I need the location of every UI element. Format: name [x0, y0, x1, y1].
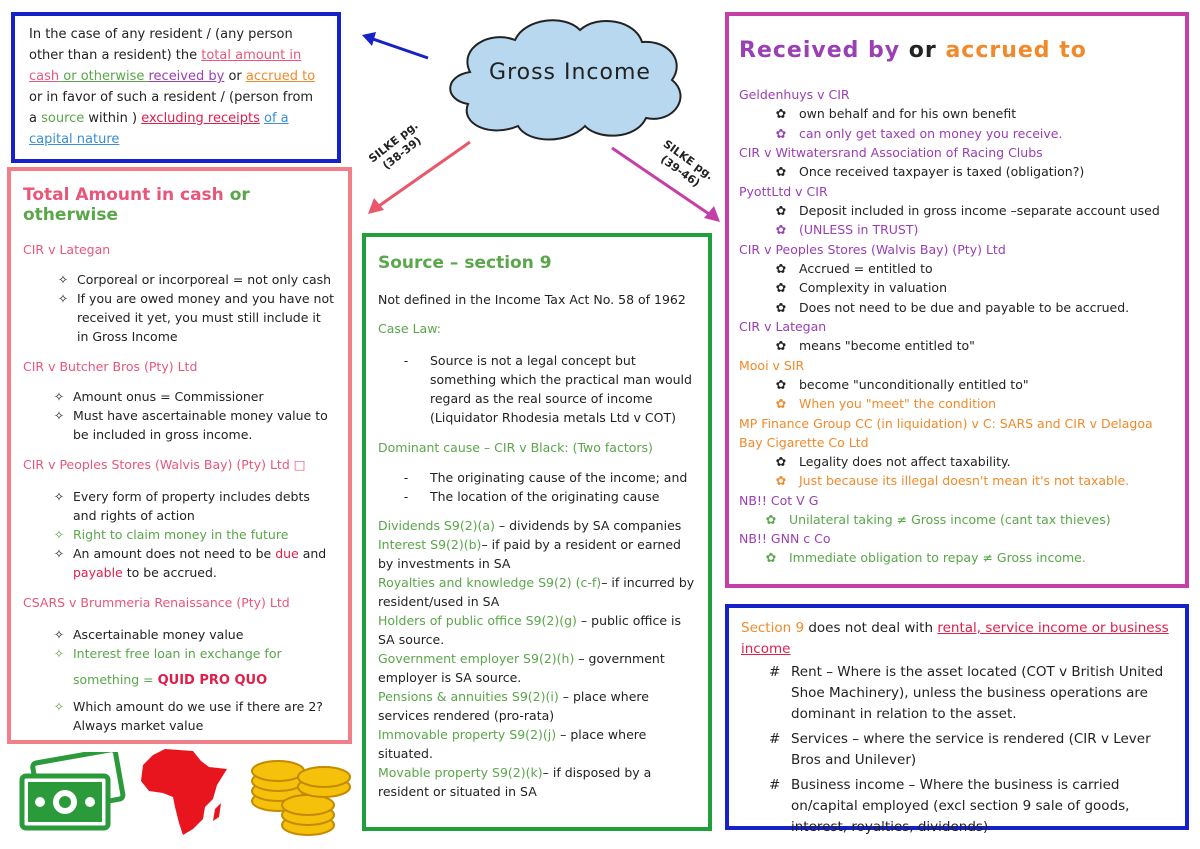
source-row-category: Dividends S9(2)(a): [378, 518, 495, 533]
source-row-category: Interest S9(2)(b): [378, 537, 482, 552]
list-item-text: Does not need to be due and payable to be accrued.: [799, 299, 1130, 315]
list-item: ✧ Must have ascertainable money value to be included in gross income.: [53, 408, 328, 442]
total-title: Total Amount in cash or otherwise: [23, 185, 250, 225]
case-lategan: CIR v Lategan: [23, 242, 111, 257]
intro-received: received by: [148, 69, 225, 84]
list-item: - The location of the originating cause: [403, 489, 660, 504]
list-item: ✧ An amount does not need to be due and payable to be accrued.: [53, 546, 327, 580]
list-item-text: (UNLESS in TRUST): [799, 222, 919, 237]
cloud-title: Gross Income: [489, 60, 651, 85]
source-row-category: Pensions & annuities S9(2)(i): [378, 689, 559, 704]
list-item: [773, 452, 1175, 472]
case-title: Mooi v SIR: [739, 357, 805, 373]
africa-map-icon: [135, 745, 230, 840]
list-item: [773, 259, 1175, 279]
list-item-text: own behalf and for his own benefit: [799, 106, 1017, 121]
list-item: ✧ Interest free loan in exchange for: [53, 646, 282, 661]
hash-bullet: #: [769, 777, 781, 793]
flower-bullet-icon: ✿: [775, 222, 787, 237]
list-item: [773, 220, 1175, 240]
source-row-category: Movable property S9(2)(k): [378, 765, 543, 780]
case-title: Geldenhuys v CIR: [739, 87, 850, 102]
cloud-arrows-graphic: [340, 0, 740, 240]
flower-bullet-icon: ✿: [775, 338, 787, 353]
flower-bullet-icon: ✿: [775, 106, 787, 121]
section9-item: [741, 775, 1173, 838]
intro-text-3: within ): [84, 111, 142, 126]
case-law-label: Case Law:: [378, 321, 441, 336]
intro-capital: of a capital nature: [29, 111, 289, 147]
source-row: [378, 611, 696, 649]
case-title: CIR v Peoples Stores (Walvis Bay) (Pty) Ltd: [739, 241, 1006, 257]
list-item: [773, 298, 1175, 318]
flower-bullet-icon: ✿: [775, 164, 787, 179]
source-row-text: – public office is SA source.: [378, 613, 681, 647]
section9-intro: Section 9 does not deal with rental, service income or business income: [741, 620, 1169, 657]
flower-bullet-icon: ✿: [775, 202, 787, 218]
list-item-text: Legality does not affect taxability.: [799, 453, 1011, 469]
source-box: [362, 233, 712, 831]
dominant-cause: Dominant cause – CIR v Black: (Two factors): [378, 440, 653, 455]
list-item: ✧ Which amount do we use if there are 2? Always market value: [53, 699, 323, 733]
list-item-text: Deposit included in gross income –separate account used: [799, 202, 1160, 218]
list-item-text: Once received taxpayer is taxed (obligation?): [799, 164, 1085, 179]
silke-left-label: SILKE pg. (38-39): [366, 118, 424, 173]
list-item-text: Unilateral taking ≠ Gross income (cant tax thieves): [789, 511, 1111, 527]
list-item: [773, 471, 1175, 491]
case-title: MP Finance Group CC (in liquidation) v C: SARS and CIR v Delagoa Bay Cigarette Co Ltd: [739, 415, 1153, 450]
flower-bullet-icon: ✿: [765, 511, 777, 527]
source-row: [378, 649, 696, 687]
flower-bullet-icon: ✿: [775, 299, 787, 315]
list-item: ✧ Every form of property includes debts and rights of action: [53, 489, 310, 523]
case-title: NB!! Cot V G: [739, 492, 819, 508]
list-item-text: means "become entitled to": [799, 338, 975, 353]
quid-line: something = QUID PRO QUO: [73, 672, 268, 688]
source-row-text: – dividends by SA companies: [494, 518, 682, 533]
case-butcher: CIR v Butcher Bros (Pty) Ltd: [23, 359, 198, 374]
list-item: [773, 336, 1175, 356]
list-item: [773, 162, 1175, 182]
intro-or: or: [224, 69, 246, 84]
silke-right-label: SILKE pg. (39-46): [658, 137, 717, 190]
list-item: ✧ Right to claim money in the future: [53, 527, 289, 542]
section9-item: [741, 662, 1173, 725]
coins-icon: [246, 755, 354, 840]
list-item-text: When you "meet" the condition: [799, 396, 997, 411]
flower-bullet-icon: ✿: [775, 280, 787, 295]
source-row-text: – place where situated.: [378, 727, 647, 761]
source-row-text: – if disposed by a resident or situated in SA: [378, 765, 652, 799]
flower-bullet-icon: ✿: [775, 260, 787, 276]
intro-box: [11, 12, 341, 163]
list-item: ✧ Corporeal or incorporeal = not only cash: [57, 272, 332, 287]
list-item-text: become "unconditionally entitled to": [799, 376, 1029, 392]
received-title: Received by or accrued to: [739, 38, 1087, 63]
flower-bullet-icon: ✿: [775, 125, 787, 141]
intro-otherwise: or otherwise: [59, 69, 149, 84]
intro-accrued: accrued to: [245, 69, 316, 84]
source-row-text: – if incurred by resident/used in SA: [378, 575, 695, 609]
received-list: [739, 85, 1175, 568]
section9-item: [741, 729, 1173, 771]
source-not-defined: Not defined in the Income Tax Act No. 58 of 1962: [378, 292, 686, 307]
case-brummeria: CSARS v Brummeria Renaissance (Pty) Ltd: [23, 595, 290, 610]
intro-source: source: [41, 111, 85, 126]
flower-bullet-icon: ✿: [775, 396, 787, 411]
list-item: ✧ Ascertainable money value: [53, 627, 244, 642]
section9-item-text: Services – where the service is rendered (CIR v Lever Bros and Unilever): [791, 731, 1151, 768]
source-row: [378, 535, 696, 573]
list-item-text: Accrued = entitled to: [799, 260, 933, 276]
list-item: [763, 510, 1175, 530]
source-row-category: Royalties and knowledge S9(2) (c-f): [378, 575, 602, 590]
list-item: [773, 278, 1175, 298]
case-peoples: CIR v Peoples Stores (Walvis Bay) (Pty) Ltd □: [23, 457, 306, 472]
case-title: NB!! GNN c Co: [739, 531, 831, 546]
list-item: [773, 375, 1175, 395]
source-rows: [378, 516, 696, 801]
flower-bullet-icon: ✿: [775, 473, 787, 488]
source-row-category: Holders of public office S9(2)(g): [378, 613, 577, 628]
list-item: [773, 201, 1175, 221]
arrow-left: [370, 38, 428, 58]
source-row: [378, 516, 696, 535]
intro-text: In the case of any resident / (any person other than a resident) the: [29, 27, 293, 63]
list-item-text: Just because its illegal doesn't mean it's not taxable.: [799, 473, 1130, 488]
section9-list: [741, 662, 1173, 838]
section9-box: [725, 604, 1189, 835]
list-item: [773, 124, 1175, 144]
money-icon: [18, 752, 126, 832]
list-item: [773, 394, 1175, 414]
source-row: [378, 573, 696, 611]
list-item-text: can only get taxed on money you receive.: [799, 125, 1063, 141]
source-row: [378, 725, 696, 763]
hash-bullet: #: [769, 731, 781, 747]
source-title: Source – section 9: [378, 253, 552, 273]
list-item: [773, 104, 1175, 124]
hash-bullet: #: [769, 664, 781, 680]
source-row-text: – government employer is SA source.: [378, 651, 665, 685]
list-item: ✧ If you are owed money and you have not received it yet, you must still include it in Gross Income: [57, 291, 335, 344]
intro-excluding: excluding receipts: [141, 111, 260, 126]
intro-text-2: or in favor of such a resident / (person from a: [29, 90, 314, 126]
section9-item-text: Rent – Where is the asset located (COT v British United Shoe Machinery), unless the business operations are dominant in relation to the asset.: [791, 664, 1164, 722]
intro-total: total amount in cash: [29, 48, 302, 84]
list-item-text: Immediate obligation to repay ≠ Gross income.: [789, 550, 1086, 565]
source-row-category: Government employer S9(2)(h): [378, 651, 575, 666]
list-item: ✧ Amount onus = Commissioner: [53, 389, 264, 404]
list-item: - The originating cause of the income; and: [403, 470, 688, 485]
total-amount-box: [7, 167, 352, 744]
flower-bullet-icon: ✿: [765, 550, 777, 565]
flower-bullet-icon: ✿: [775, 453, 787, 469]
source-row: [378, 763, 696, 801]
list-item: - Source is not a legal concept but something which the practical man would regard as the real source of income (Liquidator Rhodesia metals Ltd v COT): [403, 353, 692, 425]
case-title: PyottLtd v CIR: [739, 183, 828, 199]
source-row-category: Immovable property S9(2)(j): [378, 727, 557, 742]
received-box: [725, 12, 1189, 588]
source-row-text: – place where services rendered (pro-rata): [378, 689, 649, 723]
flower-bullet-icon: ✿: [775, 376, 787, 392]
source-row-text: – if paid by a resident or earned by investments in SA: [378, 537, 681, 571]
list-item: [763, 548, 1175, 568]
source-row: [378, 687, 696, 725]
section9-item-text: Business income – Where the business is carried on/capital employed (excl section 9 sale of goods, interest, royalties, dividends): [791, 777, 1130, 835]
case-title: CIR v Witwatersrand Association of Racing Clubs: [739, 145, 1043, 160]
case-title: CIR v Lategan: [739, 319, 827, 334]
list-item-text: Complexity in valuation: [799, 280, 947, 295]
